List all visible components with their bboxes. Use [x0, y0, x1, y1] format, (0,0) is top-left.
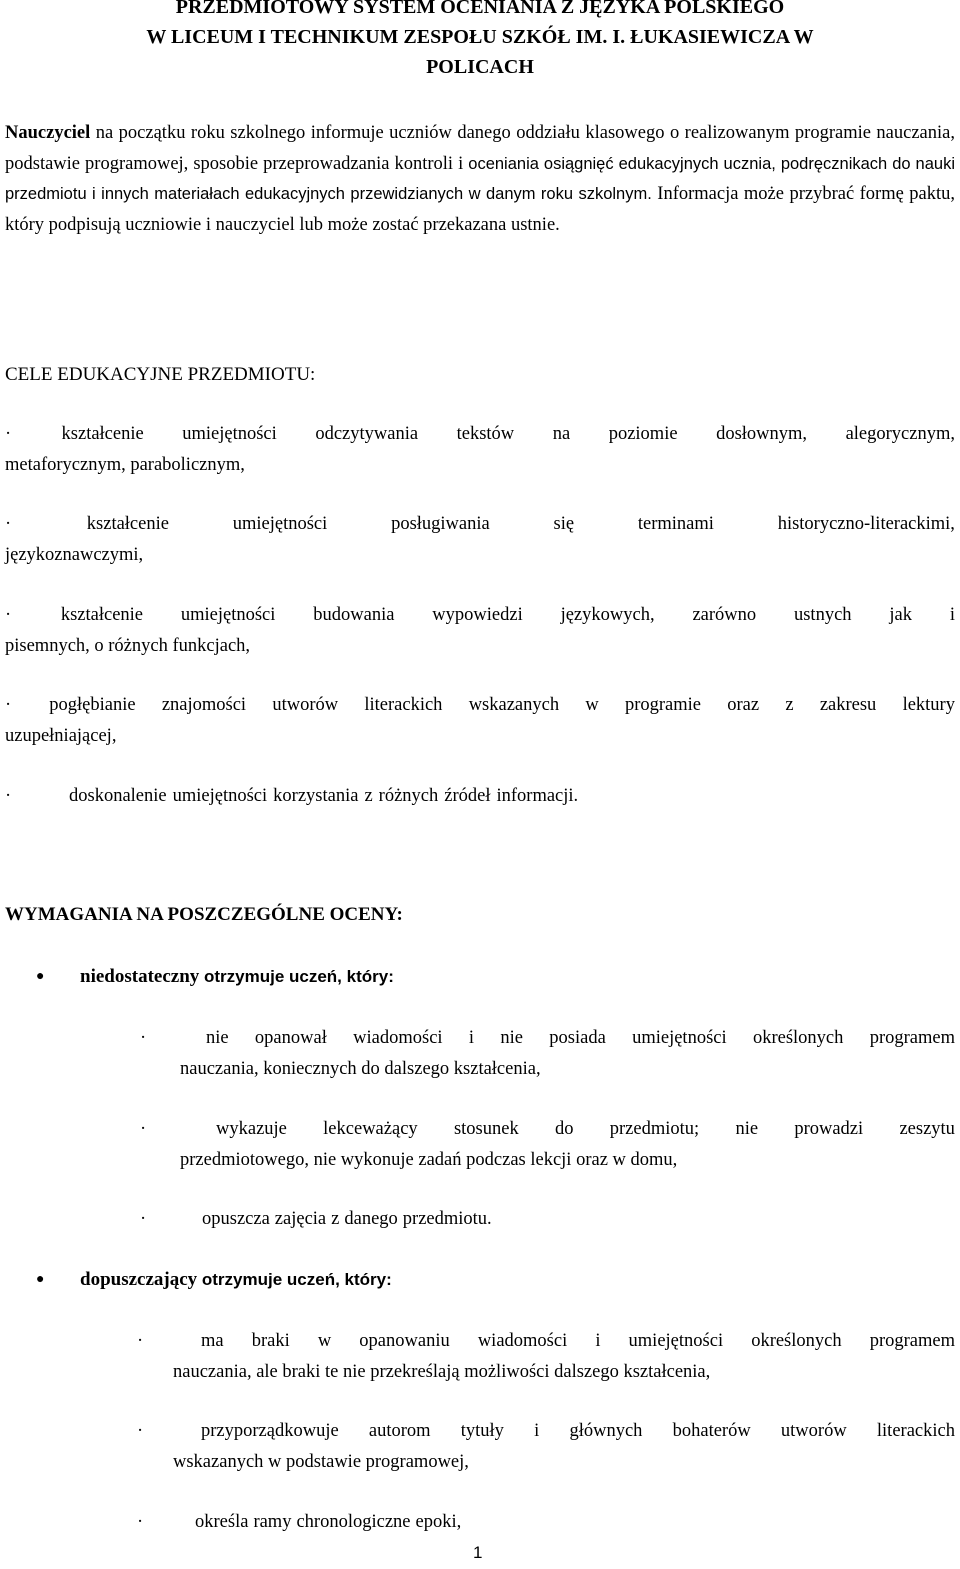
- word: opanowaniu: [359, 1331, 450, 1351]
- word: chronologiczne: [296, 1512, 411, 1532]
- grades-heading: WYMAGANIA NA POSZCZEGÓLNE OCENY:: [5, 904, 403, 925]
- word: się: [553, 514, 575, 534]
- word: lektury: [902, 695, 955, 715]
- requirement-line: [180, 1023, 955, 1054]
- goal-line: [5, 509, 955, 540]
- dot-icon: ·: [5, 695, 12, 715]
- word: alegorycznym,: [845, 424, 955, 444]
- word: wiadomości: [353, 1028, 443, 1048]
- dot-icon: ·: [5, 514, 12, 534]
- requirement-item: [140, 1204, 955, 1235]
- word: opuszcza: [202, 1209, 270, 1229]
- word: nie: [735, 1119, 759, 1139]
- word: braki: [251, 1331, 290, 1351]
- requirement-line: [173, 1326, 955, 1357]
- grade-description: otrzymuje uczeń, który:: [197, 1270, 392, 1289]
- title-line: PRZEDMIOTOWY SYSTEM OCENIANIA Z JĘZYKA POLSKIEGO: [175, 0, 785, 18]
- word: wykazuje: [216, 1119, 287, 1139]
- word: wiadomości: [477, 1331, 568, 1351]
- page-number: 1: [473, 1543, 483, 1562]
- word: tekstów: [456, 424, 515, 444]
- word: ramy: [253, 1512, 292, 1532]
- dot-icon: ·: [140, 1209, 147, 1229]
- requirement-item: [140, 1023, 955, 1084]
- word: umiejętności: [180, 605, 276, 625]
- word: programie: [624, 695, 701, 715]
- word: autorom: [368, 1421, 431, 1441]
- word: informacji.: [496, 786, 579, 806]
- goal-line-continued: pisemnych, o różnych funkcjach,: [5, 635, 251, 656]
- requirement-item: [140, 1114, 955, 1175]
- word: opanował: [254, 1028, 327, 1048]
- word: odczytywania: [315, 424, 419, 444]
- word: posiada: [549, 1028, 606, 1048]
- intro-text: Informacja może przybrać formę paktu, który podpisują uczniowie i nauczyciel lub może zostać przekazana ustnie.: [5, 184, 955, 235]
- word: i: [595, 1331, 601, 1351]
- word: i: [534, 1421, 540, 1441]
- dot-icon: ·: [5, 786, 12, 806]
- grade-name: niedostateczny: [80, 966, 200, 987]
- word: źródeł: [444, 786, 491, 806]
- word: zarówno: [692, 605, 757, 625]
- word: kształcenie: [86, 514, 169, 534]
- word: zajęcia: [274, 1209, 327, 1229]
- word: budowania: [313, 605, 395, 625]
- word: różnych: [378, 786, 439, 806]
- goal-line-continued: metaforycznym, parabolicznym,: [5, 454, 245, 475]
- goal-item: [5, 600, 955, 661]
- dot-icon: ·: [5, 605, 12, 625]
- word: kształcenie: [61, 424, 144, 444]
- word: posługiwania: [391, 514, 490, 534]
- intro-text: na początku roku szkolnego informuje uczniów danego oddziału klasowego o realizowanym programie nauczania, podstawie programowej, sposobie przeprowadzania kontroli i: [5, 123, 955, 174]
- word: znajomości: [161, 695, 247, 715]
- word: w: [585, 695, 599, 715]
- document-title: [0, 0, 960, 82]
- word: umiejętności: [628, 1331, 724, 1351]
- requirement-line: [173, 1507, 955, 1538]
- bullet-icon: ●: [36, 969, 45, 984]
- word: zakresu: [819, 695, 877, 715]
- word: utworów: [272, 695, 339, 715]
- word: wypowiedzi: [432, 605, 523, 625]
- word: określonych: [752, 1028, 844, 1048]
- title-line: W LICEUM I TECHNIKUM ZESPOŁU SZKÓŁ IM. I. ŁUKASIEWICZA W: [146, 26, 814, 48]
- bullet-icon: ●: [36, 1272, 45, 1287]
- dot-icon: ·: [137, 1331, 144, 1351]
- word: określonych: [751, 1331, 842, 1351]
- dot-icon: ·: [137, 1421, 144, 1441]
- word: tytuły: [460, 1421, 504, 1441]
- dot-icon: ·: [140, 1028, 147, 1048]
- requirement-line-continued: nauczania, ale braki te nie przekreślają możliwości dalszego kształcenia,: [173, 1361, 711, 1382]
- goal-item: [5, 509, 955, 570]
- goal-line: [5, 419, 955, 450]
- word: zeszytu: [899, 1119, 955, 1139]
- title-line: POLICACH: [426, 56, 534, 78]
- intro-paragraph: [5, 118, 955, 240]
- word: przyporządkowuje: [201, 1421, 339, 1441]
- goal-line: [5, 781, 955, 812]
- word: do: [554, 1119, 574, 1139]
- word: przedmiotu;: [609, 1119, 700, 1139]
- grade-name: dopuszczający: [80, 1269, 198, 1290]
- word: stosunek: [453, 1119, 519, 1139]
- word: w: [317, 1331, 332, 1351]
- word: oraz: [727, 695, 760, 715]
- goal-item: [5, 781, 955, 812]
- word: umiejętności: [182, 424, 277, 444]
- word: poziomie: [608, 424, 678, 444]
- word: i: [949, 605, 955, 625]
- requirement-line-continued: przedmiotowego, nie wykonuje zadań podczas lekcji oraz w domu,: [180, 1149, 678, 1170]
- word: ma: [201, 1331, 224, 1351]
- word: umiejętności: [172, 786, 268, 806]
- word: głównych: [569, 1421, 643, 1441]
- word: umiejętności: [232, 514, 328, 534]
- word: nie: [500, 1028, 523, 1048]
- word: epoki,: [415, 1512, 462, 1532]
- dot-icon: ·: [5, 424, 12, 444]
- goal-item: [5, 419, 955, 480]
- word: na: [552, 424, 571, 444]
- word: przedmiotu.: [402, 1209, 492, 1229]
- word: programem: [869, 1331, 955, 1351]
- requirement-line: [173, 1416, 955, 1447]
- requirement-line: [180, 1114, 955, 1145]
- word: jak: [889, 605, 912, 625]
- dot-icon: ·: [140, 1119, 147, 1139]
- word: i: [468, 1028, 475, 1048]
- word: nie: [206, 1028, 229, 1048]
- intro-lead: Nauczyciel: [5, 123, 91, 143]
- word: korzystania: [273, 786, 359, 806]
- requirement-line-continued: nauczania, koniecznych do dalszego kształcenia,: [180, 1058, 541, 1079]
- word: doskonalenie: [69, 786, 167, 806]
- goal-line: [5, 600, 955, 631]
- word: określa: [195, 1512, 249, 1532]
- goal-item: [5, 690, 955, 751]
- intro-text-sans: oceniania osiągnięć edukacyjnych ucznia, podręcznikach do nauki przedmiotu i innych materiałach edukacyjnych przewidzianych w danym roku szkolnym.: [5, 154, 955, 203]
- word: z: [331, 1209, 340, 1229]
- word: lekceważący: [323, 1119, 418, 1139]
- word: programem: [869, 1028, 955, 1048]
- word: pogłębianie: [49, 695, 136, 715]
- requirement-item: [137, 1416, 955, 1477]
- word: literackich: [876, 1421, 955, 1441]
- requirement-item: [137, 1326, 955, 1387]
- word: z: [785, 695, 794, 715]
- word: ustnych: [793, 605, 852, 625]
- requirement-item: [137, 1507, 955, 1538]
- word: literackich: [364, 695, 443, 715]
- word: kształcenie: [60, 605, 144, 625]
- word: językowych,: [560, 605, 655, 625]
- grade-description: otrzymuje uczeń, który:: [199, 967, 394, 986]
- requirement-line-continued: wskazanych w podstawie programowej,: [173, 1451, 469, 1472]
- goal-line-continued: uzupełniającej,: [5, 725, 117, 746]
- word: wskazanych: [468, 695, 560, 715]
- dot-icon: ·: [137, 1512, 144, 1532]
- word: terminami: [637, 514, 714, 534]
- goals-heading: CELE EDUKACYJNE PRZEDMIOTU:: [5, 364, 316, 385]
- requirement-line: [180, 1204, 955, 1235]
- goal-line: [5, 690, 955, 721]
- word: umiejętności: [632, 1028, 727, 1048]
- word: z: [364, 786, 373, 806]
- goal-line-continued: językoznawczymi,: [5, 544, 144, 565]
- word: utworów: [780, 1421, 847, 1441]
- word: dosłownym,: [716, 424, 808, 444]
- word: historyczno-literackimi,: [777, 514, 955, 534]
- word: danego: [344, 1209, 398, 1229]
- word: prowadzi: [794, 1119, 864, 1139]
- word: bohaterów: [672, 1421, 751, 1441]
